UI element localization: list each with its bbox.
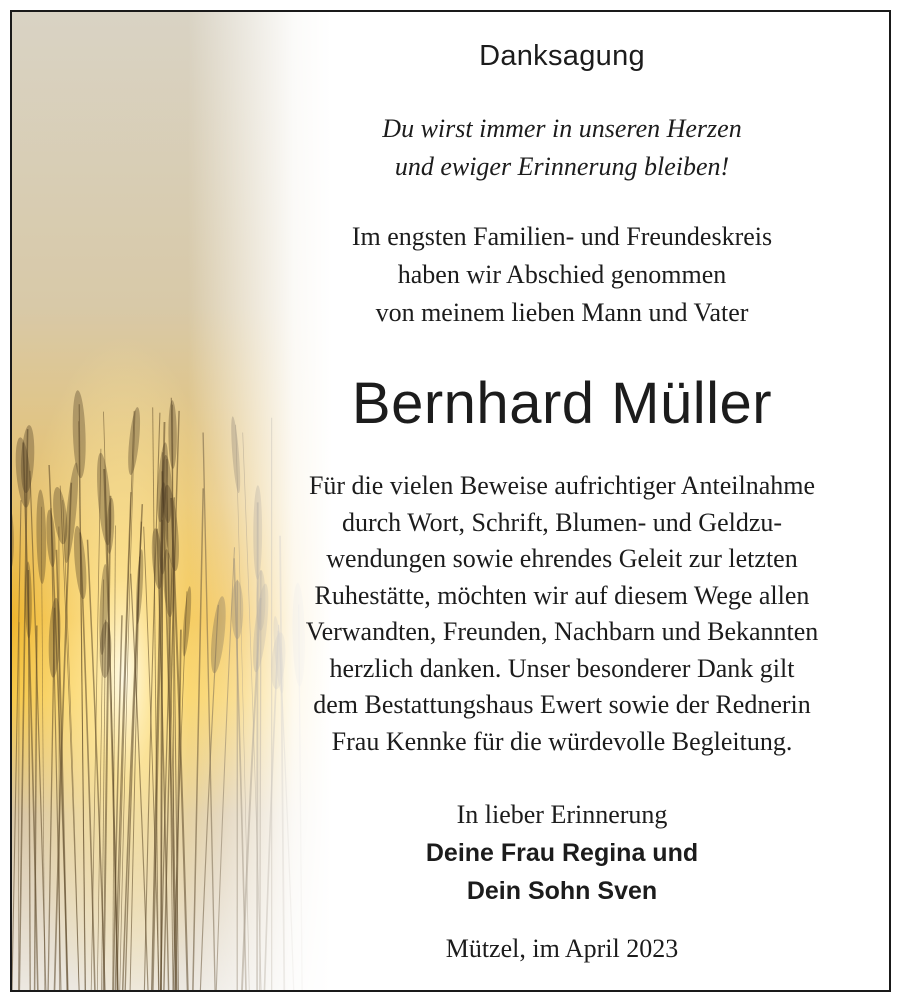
thanks-line: Verwandten, Freunden, Nachbarn und Bekannten (305, 617, 819, 646)
thanks-line: dem Bestattungshaus Ewert sowie der Rednerin (313, 690, 811, 719)
intro-line: haben wir Abschied genommen (397, 260, 727, 289)
notice-text (252, 12, 872, 990)
thanks-paragraph (252, 468, 872, 760)
memorial-motto (252, 110, 872, 186)
obituary-notice (10, 10, 891, 992)
deceased-name: Bernhard Müller (351, 371, 773, 436)
closing-phrase: In lieber Erinnerung (456, 800, 668, 829)
signer-line: Dein Sohn Sven (466, 877, 658, 905)
notice-title: Danksagung (479, 40, 645, 72)
motto-line: und ewiger Erinnerung bleiben! (394, 152, 730, 181)
place-and-date: Mützel, im April 2023 (445, 934, 679, 963)
thanks-line: herzlich danken. Unser besonderer Dank gilt (329, 653, 795, 683)
thanks-line: Frau Kennke für die würdevolle Begleitung. (331, 726, 793, 756)
thanks-line: wendungen sowie ehrendes Geleit zur letzten (326, 544, 798, 573)
thanks-line: Für die vielen Beweise aufrichtiger Anteilnahme (308, 471, 816, 500)
signer-line: Deine Frau Regina und (425, 839, 699, 867)
motto-line: Du wirst immer in unseren Herzen (382, 114, 742, 143)
intro-line: Im engsten Familien- und Freundeskreis (351, 222, 773, 251)
intro-text (252, 218, 872, 332)
thanks-line: Ruhestätte, möchten wir auf diesem Wege allen (314, 580, 810, 610)
signers (252, 834, 872, 910)
thanks-line: durch Wort, Schrift, Blumen- und Geldzu- (341, 507, 783, 537)
intro-line: von meinem lieben Mann und Vater (375, 298, 749, 327)
